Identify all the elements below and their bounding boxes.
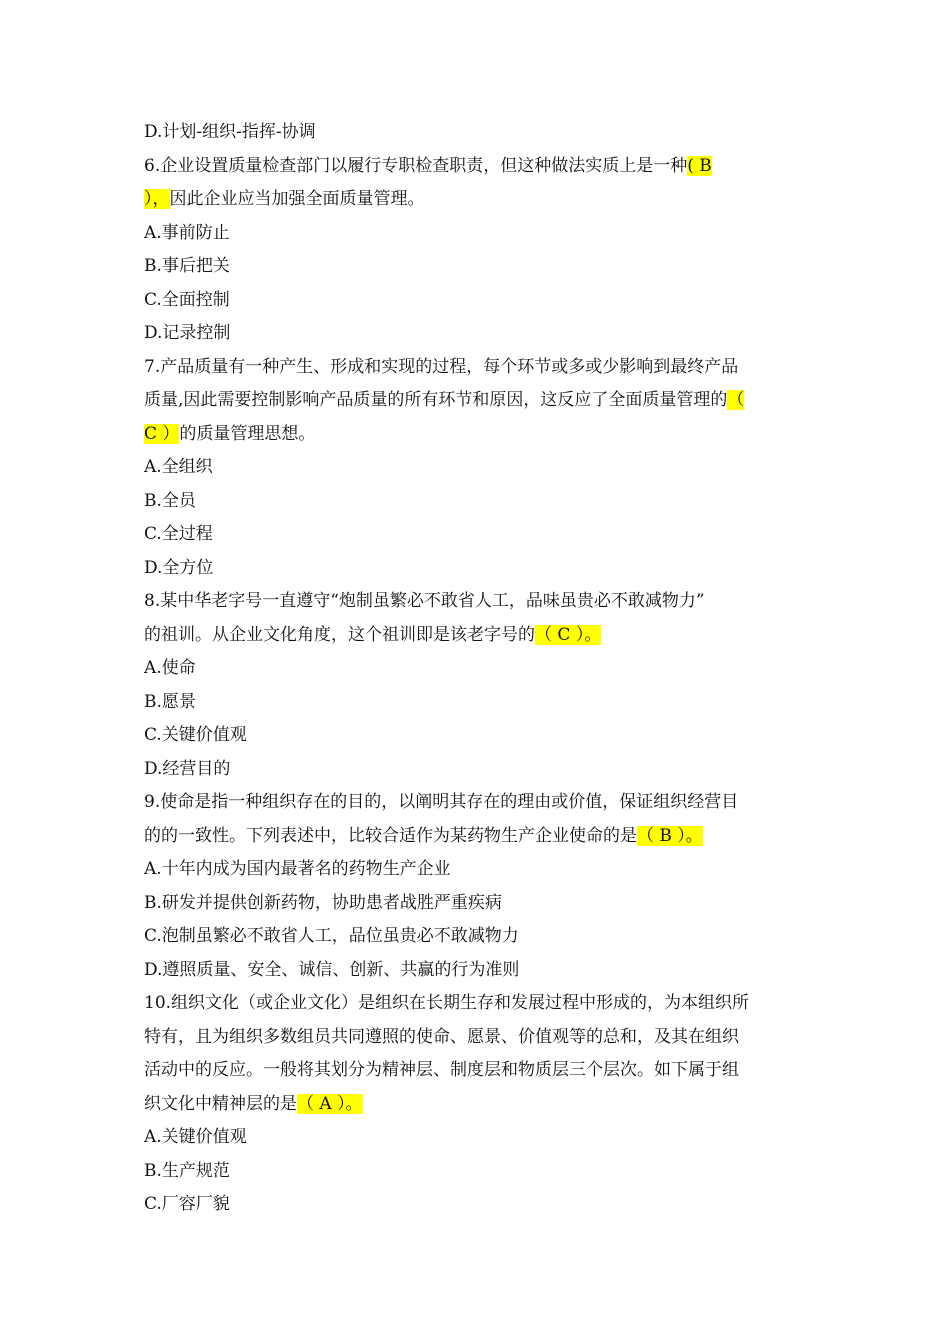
question-line [144, 1021, 834, 1055]
question-line [144, 619, 834, 653]
answer-option: D.全方位 [144, 557, 214, 578]
document-page [144, 116, 834, 1222]
question-text-tail: 的质量管理思想。 [179, 423, 316, 444]
answer-option: D.记录控制 [144, 323, 231, 343]
highlighted-answer: ）， [144, 189, 170, 209]
answer-option: B.生产规范 [144, 1160, 230, 1181]
question-line [144, 150, 834, 184]
question-line [144, 351, 834, 385]
question-text: 10.组织文化（或企业文化）是组织在长期生存和发展过程中形成的，为本组织所 [144, 993, 750, 1013]
question-text: 质量,因此需要控制影响产品质量的所有环节和原因，这反应了全面质量管理的 [144, 390, 728, 410]
highlighted-answer: （ C ）。 [535, 624, 602, 645]
answer-option: D.经营目的 [144, 758, 231, 779]
question-text-tail: 因此企业应当加强全面质量管理。 [169, 189, 425, 209]
question-text: 活动中的反应。一般将其划分为精神层、制度层和物质层三个层次。如下属于组 [144, 1060, 739, 1080]
answer-option: C.厂容厂貌 [144, 1194, 230, 1214]
question-text: 8.某中华老字号一直遵守“炮制虽繁必不敢省人工，品味虽贵必不敢减物力” [144, 591, 705, 611]
answer-option: D.遵照质量、安全、诚信、创新、共赢的行为准则 [144, 959, 520, 980]
answer-option: C.关键价值观 [144, 725, 247, 745]
question-text: 的的一致性。下列表述中，比较合适作为某药物生产企业使命的是 [144, 825, 637, 846]
question-text: 9.使命是指一种组织存在的目的，以阐明其存在的理由或价值，保证组织经营目 [144, 792, 739, 812]
question-line [144, 183, 834, 217]
answer-option: D.计划-组织-指挥-协调 [144, 122, 316, 142]
answer-option: A.使命 [144, 658, 196, 678]
highlighted-answer: C ） [144, 423, 180, 444]
answer-option: B.研发并提供创新药物，协助患者战胜严重疾病 [144, 892, 502, 913]
answer-option: C.全过程 [144, 524, 213, 544]
question-text: 7.产品质量有一种产生、形成和实现的过程，每个环节或多或少影响到最终产品 [144, 356, 739, 377]
question-line [144, 418, 834, 452]
question-text: 6.企业设置质量检查部门以履行专职检查职责，但这种做法实质上是一种 [144, 155, 688, 176]
question-line [144, 1054, 834, 1088]
highlighted-answer: ( B [687, 155, 712, 176]
answer-option: C.泡制虽繁必不敢省人工，品位虽贵必不敢减物力 [144, 926, 519, 946]
answer-option: B.全员 [144, 490, 196, 511]
highlighted-answer: （ [727, 390, 745, 410]
answer-option: A.事前防止 [144, 222, 230, 243]
question-line [144, 987, 834, 1021]
answer-option: A.全组织 [144, 457, 213, 477]
highlighted-answer: （ B ）。 [637, 825, 703, 846]
answer-option: B.事后把关 [144, 256, 230, 276]
answer-option: B.愿景 [144, 691, 196, 712]
highlighted-answer: （ A ）。 [297, 1093, 363, 1114]
question-text: 的祖训。从企业文化角度，这个祖训即是该老字号的 [144, 624, 535, 645]
answer-option: C.全面控制 [144, 289, 230, 310]
answer-option: A.关键价值观 [144, 1127, 247, 1147]
question-line [144, 1088, 834, 1122]
answer-option: A.十年内成为国内最著名的药物生产企业 [144, 859, 451, 879]
question-line [144, 384, 834, 418]
question-line [144, 820, 834, 854]
question-text: 织文化中精神层的是 [144, 1093, 297, 1114]
question-text: 特有，且为组织多数组员共同遵照的使命、愿景、价值观等的总和，及其在组织 [144, 1026, 739, 1047]
question-line [144, 585, 834, 619]
question-line [144, 786, 834, 820]
